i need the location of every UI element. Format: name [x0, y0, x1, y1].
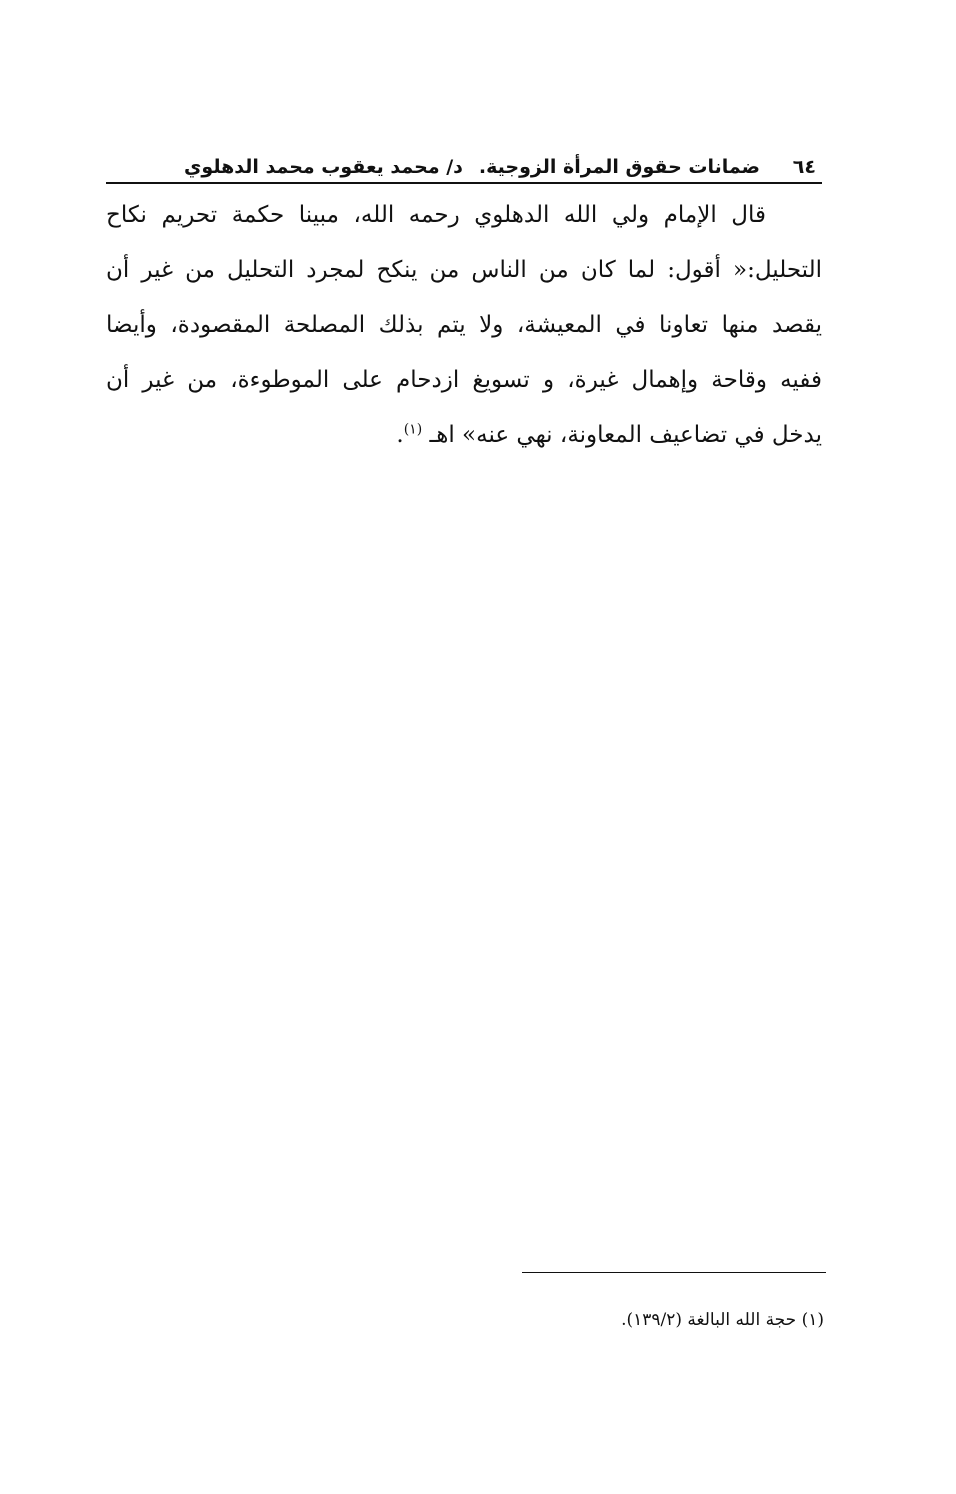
running-header: [106, 152, 822, 182]
header-divider: [106, 182, 822, 184]
book-title: ضمانات حقوق المرأة الزوجية.: [478, 156, 760, 178]
footnote-1: (١) حجة الله البالغة (١٣٩/٢).: [621, 1310, 824, 1330]
body-line-2: التحليل:« أقول: لما كان من الناس من ينكح لمجرد التحليل من غير أن: [106, 257, 822, 283]
body-line-3: يقصد منها تعاونا في المعيشة، ولا يتم بذلك المصلحة المقصودة، وأيضا: [106, 312, 822, 338]
body-paragraph: [106, 188, 822, 463]
author-name: د/ محمد يعقوب محمد الدهلوي: [184, 156, 463, 178]
closing-period: .: [396, 422, 404, 448]
body-line-5-text: يدخل في تضاعيف المعاونة، نهي عنه» اهـ: [429, 422, 822, 448]
footnote-divider: [522, 1272, 826, 1273]
footnote-reference: (١): [403, 421, 423, 438]
body-line-5: [106, 408, 822, 463]
body-line-1: قال الإمام ولي الله الدهلوي رحمه الله، مبينا حكمة تحريم نكاح: [106, 202, 766, 228]
page-number: ٦٤: [792, 156, 816, 178]
body-line-4: ففيه وقاحة وإهمال غيرة، و تسويغ ازدحام على الموطوءة، من غير أن: [106, 367, 822, 393]
